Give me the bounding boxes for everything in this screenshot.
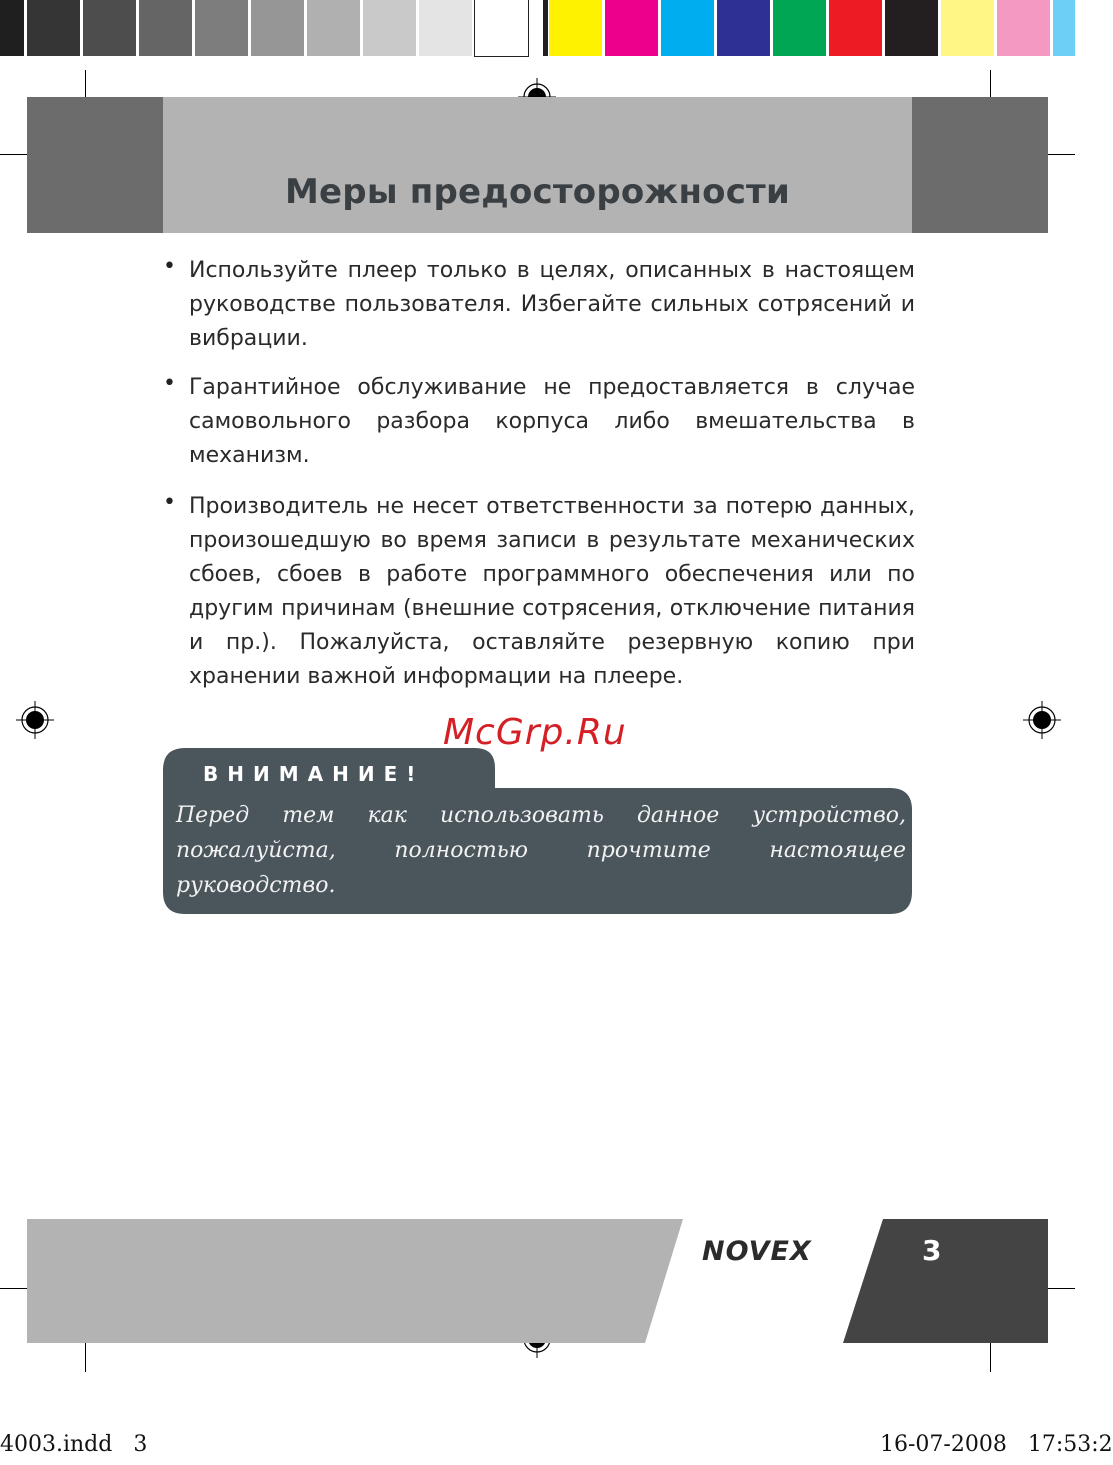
header-block-left — [27, 97, 163, 233]
page-number: 3 — [922, 1234, 942, 1267]
page-title: Меры предосторожности — [284, 172, 790, 212]
color-swatch — [997, 0, 1050, 56]
slug-datetime: 16-07-2008 17:53:2 — [880, 1432, 1113, 1457]
registration-mark-icon — [16, 701, 54, 739]
color-swatch — [885, 0, 938, 56]
color-swatch — [829, 0, 882, 56]
header-block-right — [912, 97, 1048, 233]
bullet-icon: • — [163, 254, 176, 279]
list-item — [163, 254, 915, 356]
gray-swatch — [475, 0, 528, 56]
swatch-divider — [543, 0, 548, 56]
bullet-icon: • — [163, 371, 176, 396]
footer-band — [27, 1219, 683, 1343]
gray-swatch — [251, 0, 304, 56]
list-item-text: Гарантийное обслуживание не предоставляется в случае самовольного разбора корпуса либо вмешательства в механизм. — [189, 375, 915, 468]
list-item — [163, 371, 915, 473]
gray-swatch — [139, 0, 192, 56]
gray-swatch — [0, 0, 24, 56]
list-item-text: Используйте плеер только в целях, описанных в настоящем руководстве пользователя. Избегайте сильных сотрясений и вибрации. — [189, 258, 915, 351]
gray-swatch — [27, 0, 80, 56]
swatch-frame — [531, 0, 539, 56]
page-number-tab — [843, 1219, 1048, 1343]
attention-text: Перед тем как использовать данное устройство, пожалуйста, полностью прочтите настоящее руководство. — [176, 803, 906, 898]
color-swatch — [717, 0, 770, 56]
color-swatch — [1053, 0, 1075, 56]
brand-logo: NOVEX — [702, 1236, 812, 1267]
gray-swatch — [195, 0, 248, 56]
color-swatch — [661, 0, 714, 56]
slug-filename: 4003.indd 3 — [0, 1432, 148, 1457]
list-item — [163, 490, 915, 694]
attention-label: ВНИМАНИЕ! — [203, 762, 425, 786]
registration-mark-icon — [1023, 701, 1061, 739]
color-swatch — [549, 0, 602, 56]
gray-swatch — [83, 0, 136, 56]
color-swatch — [941, 0, 994, 56]
gray-swatch — [419, 0, 472, 56]
gray-swatch — [307, 0, 360, 56]
color-swatch — [773, 0, 826, 56]
header-band — [163, 97, 912, 233]
color-swatch — [605, 0, 658, 56]
bullet-icon: • — [163, 490, 176, 515]
watermark: McGrp.Ru — [443, 712, 627, 753]
list-item-text: Производитель не несет ответственности за потерю данных, произошедшую во время записи в результате механических сбоев, сбоев в работе программного обеспечения или по другим причинам (внешние сотрясения, отключение питания и пр.). Пожалуйста, оставляйте резервную копию при хранении важной информации на плеере. — [189, 494, 915, 689]
gray-swatch — [363, 0, 416, 56]
